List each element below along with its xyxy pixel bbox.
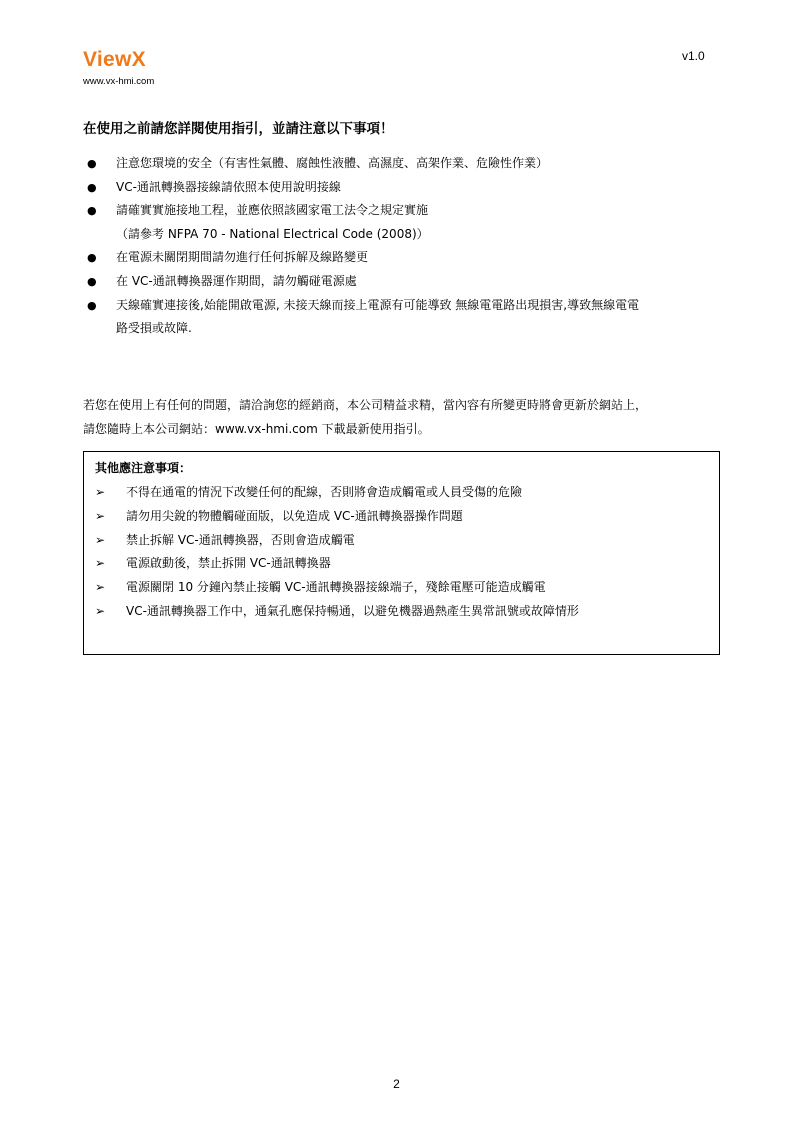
note-text: 電源啟動後，禁止拆開 VC-通訊轉換器 <box>126 556 331 571</box>
safety-item-text: 天線確實連接後,始能開啟電源, 未接天線而接上電源有可能導致 無線電電路出現損害,導致無線電電 <box>116 297 640 312</box>
notes-list <box>95 481 710 624</box>
contact-line: 若您在使用上有任何的問題，請洽詢您的經銷商，本公司精益求精，當內容有所變更時將會更新於網站上， <box>83 398 648 412</box>
bullet-icon: ● <box>87 157 97 170</box>
bullet-icon: ● <box>87 251 97 265</box>
safety-item-continuation: 路受損或故障. <box>116 321 192 336</box>
version-label: v1.0 <box>682 49 705 63</box>
bullet-icon: ● <box>87 204 97 218</box>
arrow-bullet-icon: ➢ <box>95 603 106 618</box>
note-text: 電源關閉 10 分鐘內禁止接觸 VC-通訊轉換器接線端子，殘餘電壓可能造成觸電 <box>126 580 546 595</box>
safety-item <box>83 270 723 294</box>
notes-title: 其他應注意事項： <box>95 461 192 475</box>
safety-item-continuation: （請參考 NFPA 70 - National Electrical Code (2008)） <box>116 226 429 241</box>
arrow-bullet-icon: ➢ <box>95 580 106 595</box>
page-number: 2 <box>393 1077 400 1091</box>
safety-item <box>83 152 723 176</box>
note-text: 禁止拆解 VC-通訊轉換器，否則會造成觸電 <box>126 532 355 547</box>
note-item <box>95 600 710 624</box>
arrow-bullet-icon: ➢ <box>95 485 106 499</box>
website-url: www.vx-hmi.com <box>83 76 155 87</box>
note-text: 不得在通電的情況下改變任何的配線，否則將會造成觸電或人員受傷的危險 <box>126 485 523 499</box>
safety-item-text: VC-通訊轉換器接線請依照本使用說明接線 <box>116 179 341 194</box>
note-text: VC-通訊轉換器工作中，通氣孔應保持暢通，以避免機器過熱產生異常訊號或故障情形 <box>126 603 579 618</box>
safety-item-text: 在 VC-通訊轉換器運作期間，請勿觸碰電源處 <box>116 273 357 288</box>
safety-item <box>83 176 723 200</box>
note-item <box>95 505 710 529</box>
brand-logo: ViewX <box>83 48 146 71</box>
note-item <box>95 552 710 576</box>
note-item <box>95 576 710 600</box>
notes-box <box>83 451 720 655</box>
bullet-icon: ● <box>87 274 97 288</box>
contact-line: 請您隨時上本公司網站：www.vx-hmi.com 下載最新使用指引。 <box>83 422 430 436</box>
safety-item-text: 注意您環境的安全（有害性氣體、腐蝕性液體、高濕度、高架作業、危險性作業） <box>116 156 549 170</box>
bullet-icon: ● <box>87 298 97 312</box>
safety-item-text: 在電源未關閉期間請勿進行任何拆解及線路變更 <box>116 250 369 265</box>
bullet-icon: ● <box>87 180 97 194</box>
note-item <box>95 481 710 505</box>
note-text: 請勿用尖銳的物體觸碰面版，以免造成 VC-通訊轉換器操作問題 <box>126 508 463 523</box>
page-heading: 在使用之前請您詳閱使用指引，並請注意以下事項！ <box>83 121 394 137</box>
safety-list <box>83 152 723 341</box>
contact-paragraph <box>83 393 723 441</box>
note-item <box>95 529 710 553</box>
safety-item <box>83 246 723 270</box>
arrow-bullet-icon: ➢ <box>95 508 106 523</box>
safety-item <box>83 199 723 223</box>
safety-item-text: 請確實實施接地工程，並應依照該國家電工法令之規定實施 <box>116 203 429 218</box>
arrow-bullet-icon: ➢ <box>95 556 106 571</box>
arrow-bullet-icon: ➢ <box>95 532 106 547</box>
safety-item <box>83 294 723 318</box>
